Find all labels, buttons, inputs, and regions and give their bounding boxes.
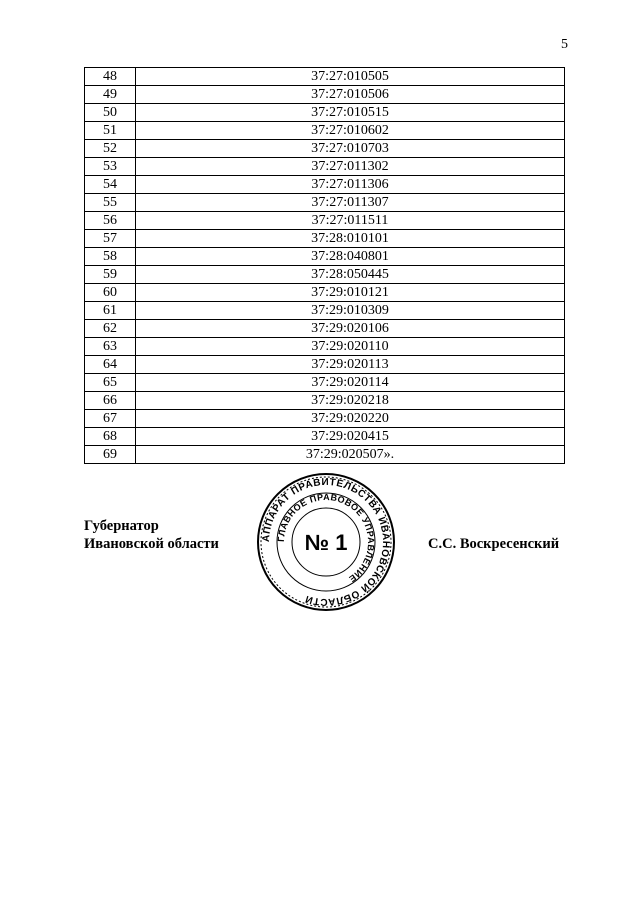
row-number-cell: 62 [85,320,136,338]
page-number: 5 [561,37,568,52]
table-row [85,248,565,266]
cadastral-number-cell: 37:27:011511 [136,212,565,230]
cadastral-number-cell: 37:29:020218 [136,392,565,410]
table-row [85,392,565,410]
row-number-cell: 66 [85,392,136,410]
cadastral-number-cell: 37:29:020507». [136,446,565,464]
cadastral-number-cell: 37:29:020114 [136,374,565,392]
row-number-cell: 57 [85,230,136,248]
table-row [85,374,565,392]
table-row [85,284,565,302]
row-number-cell: 55 [85,194,136,212]
table-row [85,410,565,428]
table-row [85,266,565,284]
signature-title-line2: Ивановской области [84,536,219,552]
cadastral-number-cell: 37:28:010101 [136,230,565,248]
row-number-cell: 65 [85,374,136,392]
stamp-outer-text: АППАРАТ ПРАВИТЕЛЬСТВА ИВАНОВСКОЙ ОБЛАСТИ [260,476,392,608]
cadastral-number-cell: 37:27:010505 [136,68,565,86]
table-row [85,302,565,320]
row-number-cell: 49 [85,86,136,104]
cadastral-number-cell: 37:29:010309 [136,302,565,320]
cadastral-number-cell: 37:27:011307 [136,194,565,212]
cadastral-number-cell: 37:29:020106 [136,320,565,338]
row-number-cell: 54 [85,176,136,194]
official-stamp [256,472,396,612]
table-row [85,68,565,86]
signature-title-line1: Губернатор [84,518,159,534]
cadastral-number-cell: 37:29:020110 [136,338,565,356]
row-number-cell: 52 [85,140,136,158]
table-row [85,212,565,230]
cadastral-table [84,67,565,464]
table-row [85,140,565,158]
table-row [85,122,565,140]
cadastral-number-cell: 37:27:011306 [136,176,565,194]
row-number-cell: 53 [85,158,136,176]
cadastral-number-cell: 37:27:010515 [136,104,565,122]
table-row [85,356,565,374]
signature-title [84,517,219,553]
row-number-cell: 56 [85,212,136,230]
row-number-cell: 67 [85,410,136,428]
row-number-cell: 63 [85,338,136,356]
cadastral-number-cell: 37:29:020113 [136,356,565,374]
cadastral-number-cell: 37:29:020220 [136,410,565,428]
row-number-cell: 61 [85,302,136,320]
stamp-seal-icon [256,472,396,612]
row-number-cell: 69 [85,446,136,464]
row-number-cell: 51 [85,122,136,140]
cadastral-number-cell: 37:29:020415 [136,428,565,446]
table-row [85,194,565,212]
table-row [85,338,565,356]
signature-name: С.С. Воскресенский [428,536,560,552]
table-row [85,230,565,248]
cadastral-number-cell: 37:27:010602 [136,122,565,140]
table-row [85,320,565,338]
row-number-cell: 64 [85,356,136,374]
row-number-cell: 58 [85,248,136,266]
cadastral-table-body [85,68,565,464]
cadastral-number-cell: 37:28:050445 [136,266,565,284]
row-number-cell: 68 [85,428,136,446]
row-number-cell: 50 [85,104,136,122]
cadastral-number-cell: 37:28:040801 [136,248,565,266]
table-row [85,428,565,446]
table-row [85,446,565,464]
cadastral-number-cell: 37:27:010506 [136,86,565,104]
table-row [85,158,565,176]
table-row [85,176,565,194]
table-row [85,104,565,122]
cadastral-number-cell: 37:27:010703 [136,140,565,158]
row-number-cell: 60 [85,284,136,302]
stamp-center-text: № 1 [304,530,348,555]
row-number-cell: 48 [85,68,136,86]
cadastral-number-cell: 37:27:011302 [136,158,565,176]
cadastral-number-cell: 37:29:010121 [136,284,565,302]
table-row [85,86,565,104]
stamp-inner-text: ГЛАВНОЕ ПРАВОВОЕ УПРАВЛЕНИЕ [275,491,377,585]
row-number-cell: 59 [85,266,136,284]
